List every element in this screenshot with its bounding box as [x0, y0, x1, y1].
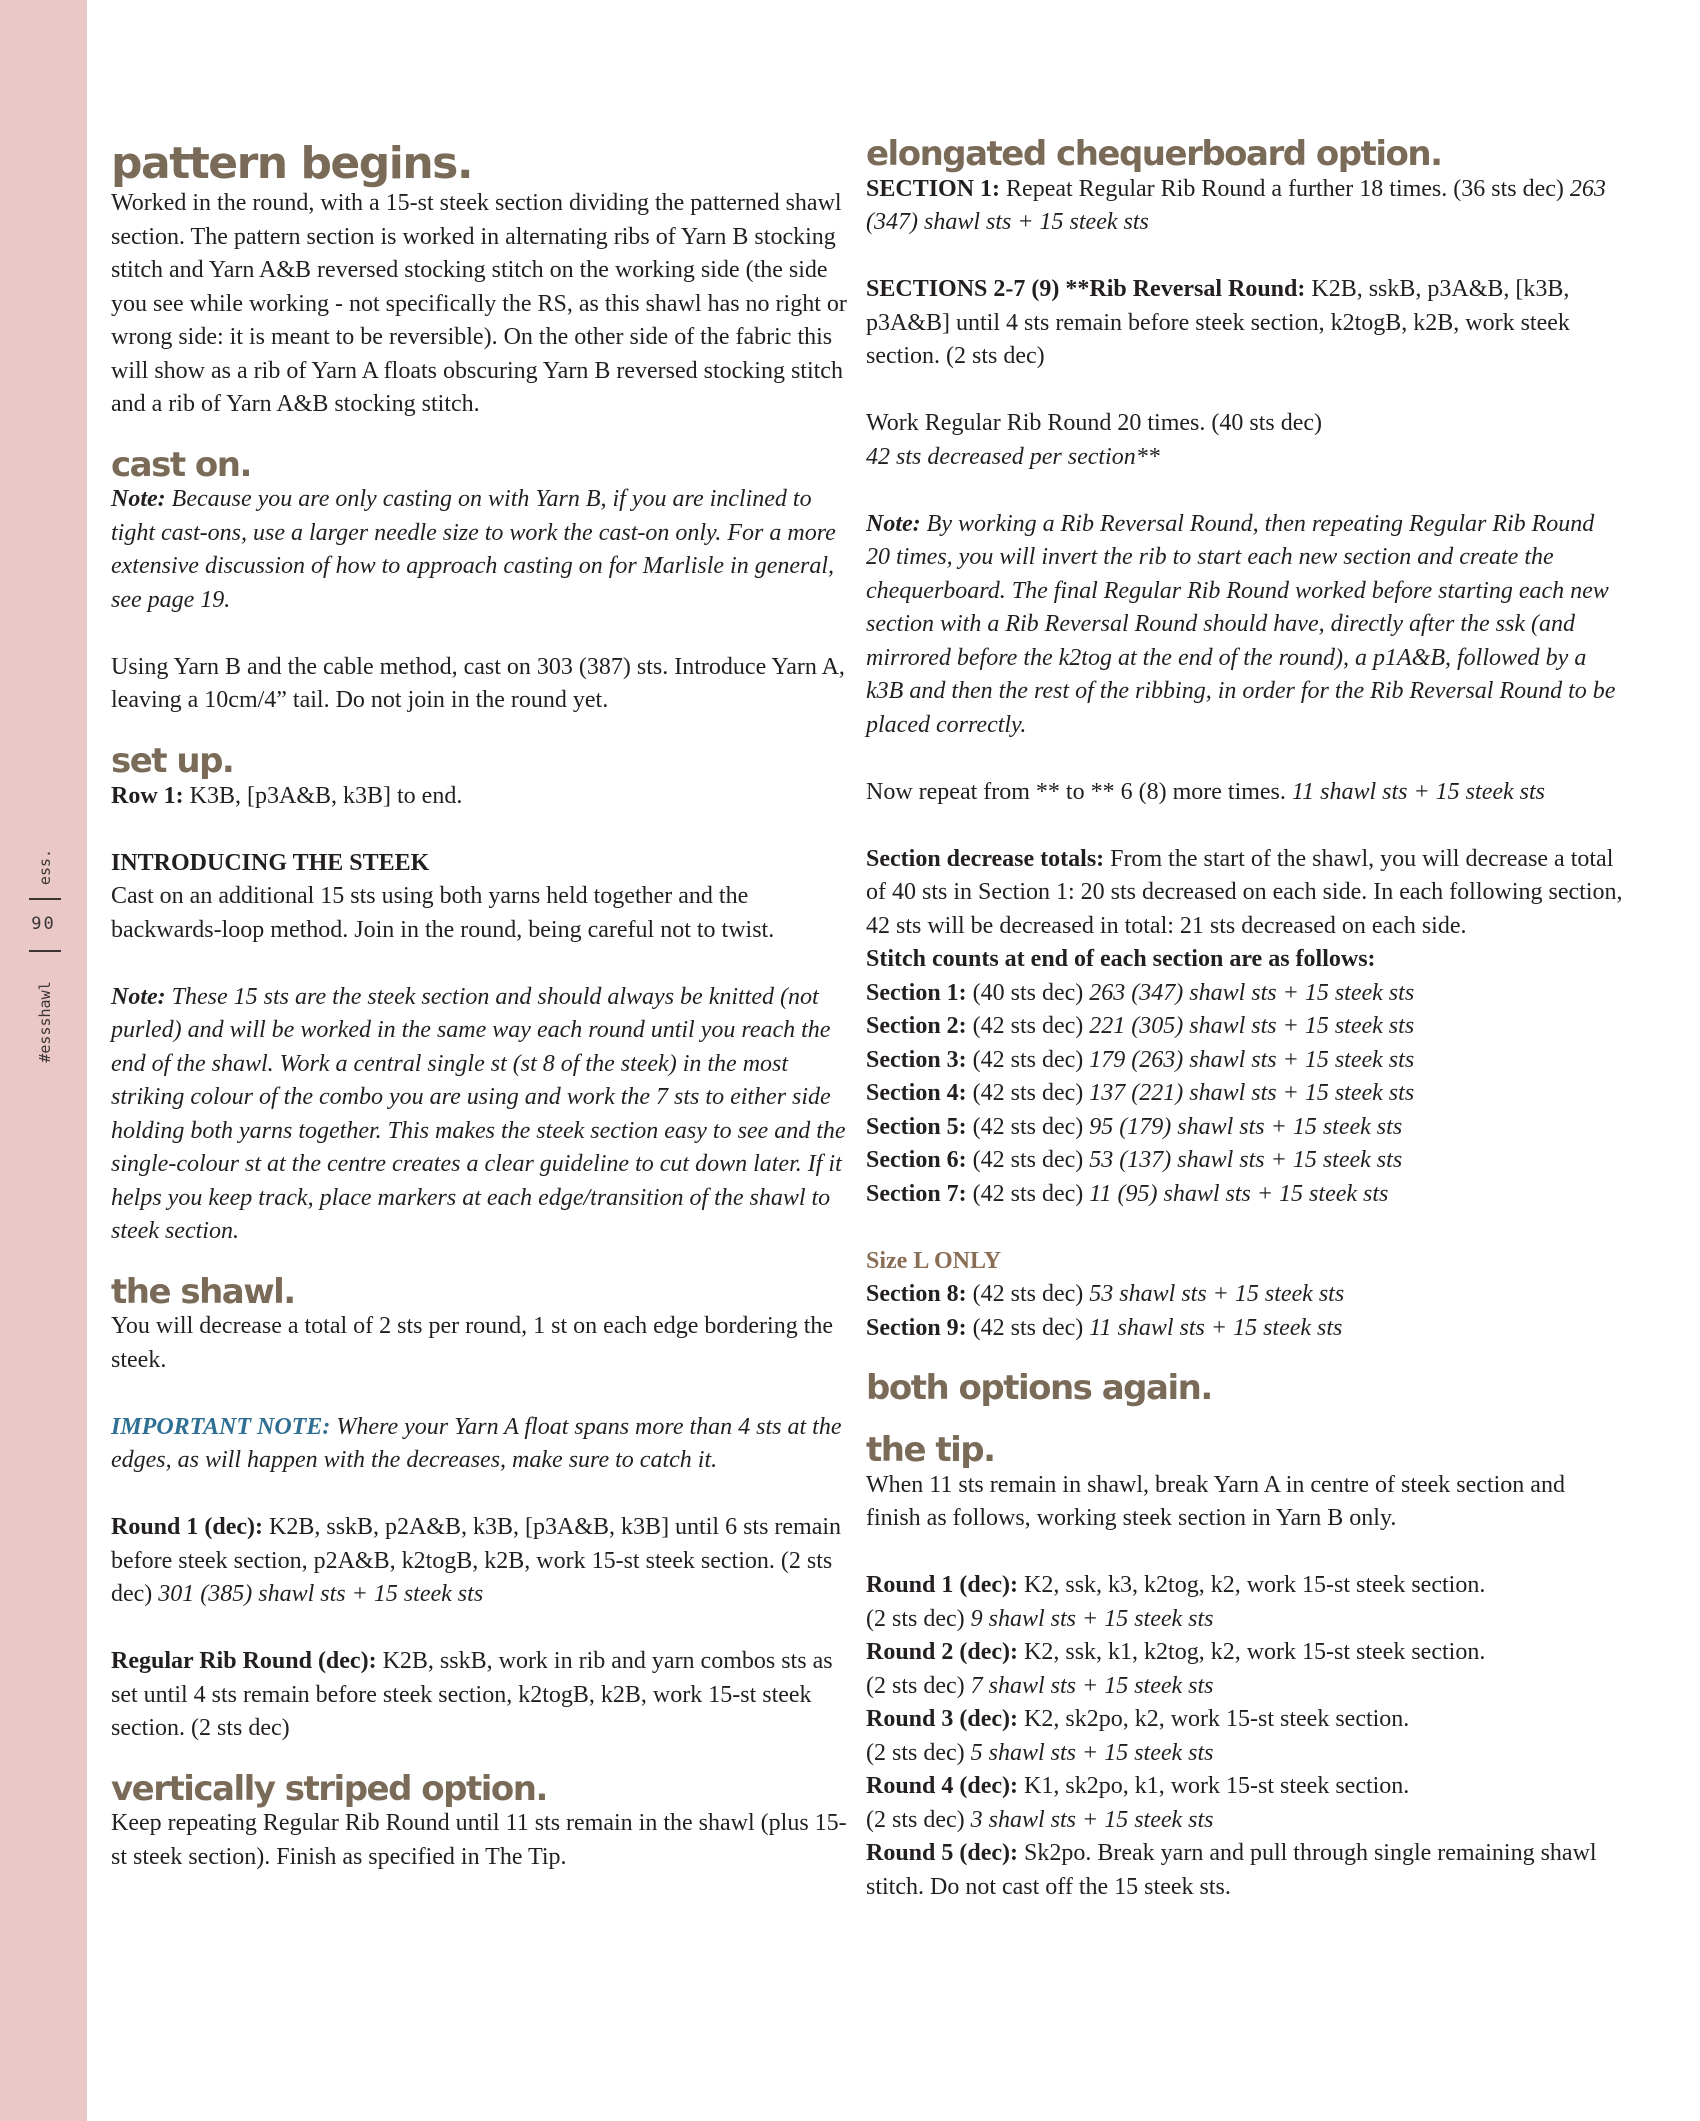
decrease-totals: Section decrease totals: From the start of the shawl, you will decrease a total of 40 sts in Section 1: 20 sts decreased on each side. In each following section, 42 sts will be decreased in total: 21 sts decreased on each side. [866, 845, 1623, 939]
important-note: IMPORTANT NOTE: Where your Yarn A float spans more than 4 sts at the edges, as will happen with the decreases, make sure to catch it. [111, 1413, 842, 1474]
left-column [111, 133, 859, 1874]
cast-on-text: Using Yarn B and the cable method, cast on 303 (387) sts. Introduce Yarn A, leaving a 10cm/4” tail. Do not join in the round yet. [111, 653, 845, 714]
vertical-option-text: Keep repeating Regular Rib Round until 11 sts remain in the shawl (plus 15-st steek section). Finish as specified in The Tip. [111, 1810, 847, 1870]
size-l-heading: Size L ONLY [866, 1247, 1002, 1274]
set-up-row1: Row 1: K3B, [p3A&B, k3B] to end. [111, 782, 463, 809]
section1-instruction: SECTION 1: Repeat Regular Rib Round a further 18 times. (36 sts dec) 263 (347) shawl sts + 15 steek sts [866, 175, 1606, 236]
section-count-row: Section 6: (42 sts dec) 53 (137) shawl sts + 15 steek sts [866, 1147, 1403, 1174]
page-number: 90 [31, 914, 56, 934]
the-tip-text: When 11 sts remain in shawl, break Yarn A in centre of steek section and finish as follows, working steek section in Yarn B only. [866, 1471, 1565, 1532]
decreased-per-section: 42 sts decreased per section** [866, 443, 1160, 470]
page-sidebar [0, 0, 87, 2121]
tip-round-5: Round 5 (dec): Sk2po. Break yarn and pull through single remaining shawl stitch. Do not cast off the 15 steek sts. [866, 1840, 1597, 1900]
tip-round: Round 2 (dec): K2, ssk, k1, k2tog, k2, work 15-st steek section. (2 sts dec) 7 shawl sts + 15 steek sts [866, 1639, 1486, 1699]
section-count-row: Section 7: (42 sts dec) 11 (95) shawl sts + 15 steek sts [866, 1180, 1389, 1207]
section-count-row: Section 1: (40 sts dec) 263 (347) shawl sts + 15 steek sts [866, 979, 1415, 1006]
section-count-row: Section 3: (42 sts dec) 179 (263) shawl sts + 15 steek sts [866, 1046, 1415, 1073]
section-count-row: Section 2: (42 sts dec) 221 (305) shawl sts + 15 steek sts [866, 1013, 1415, 1040]
steek-note: Note: These 15 sts are the steek section and should always be knitted (not purled) and will be worked in the same way each round until you reach the end of the shawl. Work a central single st (st 8 of the steek) in the most striking colour of the combo you are using and work the 7 sts to either side holding both yarns together. This makes the steek section easy to see and the single-colour st at the centre creates a clear guideline to cut down later. If it helps you keep track, place markers at each edge/transition of the shawl to steek section. [111, 983, 846, 1245]
the-shawl-heading: the shawl. [111, 1271, 295, 1312]
repeat-instruction: Now repeat from ** to ** 6 (8) more times. 11 shawl sts + 15 steek sts [866, 778, 1545, 805]
steek-heading: INTRODUCING THE STEEK [111, 849, 430, 876]
regular-rib-round: Regular Rib Round (dec): K2B, sskB, work in rib and yarn combos sts as set until 4 sts remain before steek section, k2togB, k2B, work 15-st steek section. (2 sts dec) [111, 1648, 833, 1742]
pattern-begins-heading: pattern begins. [111, 138, 473, 189]
steek-text: Cast on an additional 15 sts using both yarns held together and the backwards-loop method. Join in the round, being careful not to twist. [111, 883, 775, 943]
the-tip-heading: the tip. [866, 1429, 995, 1470]
round1-instruction: Round 1 (dec): K2B, sskB, p2A&B, k3B, [p3A&B, k3B] until 6 sts remain before steek section, p2A&B, k2togB, k2B, work 15-st steek section. (2 sts dec) 301 (385) shawl sts + 15 steek sts [111, 1514, 842, 1608]
sidebar-hashtag: #essshawl [36, 981, 54, 1063]
both-options-heading: both options again. [866, 1368, 1212, 1409]
section-count-row: Section 8: (42 sts dec) 53 shawl sts + 15 steek sts [866, 1281, 1345, 1308]
pattern-begins-text: Worked in the round, with a 15-st steek section dividing the patterned shawl section. The pattern section is worked in alternating ribs of Yarn B stocking stitch and Yarn A&B reversed stocking stitch on the working side (the side you see while working - not specifically the RS, as this shawl has no right or wrong side: it is meant to be reversible). On the other side of the fabric this will show as a rib of Yarn A floats obscuring Yarn B reversed stocking stitch and a rib of Yarn A&B stocking stitch. [111, 190, 847, 418]
tip-round: Round 3 (dec): K2, sk2po, k2, work 15-st steek section. (2 sts dec) 5 shawl sts + 15 steek sts [866, 1706, 1410, 1766]
sections-2-7-instruction: SECTIONS 2-7 (9) **Rib Reversal Round: K2B, sskB, p3A&B, [k3B, p3A&B] until 4 sts remain before steek section, k2togB, k2B, work steek section. (2 sts dec) [866, 276, 1570, 370]
chequerboard-heading: elongated chequerboard option. [866, 134, 1442, 174]
sidebar-divider-top [29, 898, 61, 900]
section-count-row: Section 9: (42 sts dec) 11 shawl sts + 15 steek sts [866, 1314, 1343, 1341]
section-count-row: Section 4: (42 sts dec) 137 (221) shawl sts + 15 steek sts [866, 1080, 1415, 1107]
chequerboard-note: Note: By working a Rib Reversal Round, then repeating Regular Rib Round 20 times, you will invert the rib to start each new section and create the chequerboard. The final Regular Rib Round worked before starting each new section with a Rib Reversal Round should have, directly after the ssk (and mirrored before the k2tog at the end of the round), a p1A&B, followed by a k3B and then the rest of the ribbing, in order for the Rib Reversal Round to be placed correctly. [866, 510, 1616, 738]
section-count-row: Section 5: (42 sts dec) 95 (179) shawl sts + 15 steek sts [866, 1113, 1403, 1140]
the-shawl-text: You will decrease a total of 2 sts per round, 1 st on each edge bordering the steek. [111, 1313, 834, 1373]
work-regular-rib: Work Regular Rib Round 20 times. (40 sts dec) [866, 410, 1323, 437]
cast-on-note: Note: Because you are only casting on with Yarn B, if you are inclined to tight cast-ons, use a larger needle size to work the cast-on only. For a more extensive discussion of how to approach casting on for Marlisle in general, see page 19. [111, 486, 836, 613]
set-up-heading: set up. [111, 740, 234, 781]
sidebar-divider-bottom [29, 950, 61, 952]
vertical-option-heading: vertically striped option. [111, 1768, 547, 1809]
tip-round: Round 1 (dec): K2, ssk, k3, k2tog, k2, work 15-st steek section. (2 sts dec) 9 shawl sts + 15 steek sts [866, 1572, 1486, 1632]
cast-on-heading: cast on. [111, 444, 251, 485]
tip-round: Round 4 (dec): K1, sk2po, k1, work 15-st steek section. (2 sts dec) 3 shawl sts + 15 steek sts [866, 1773, 1410, 1833]
sidebar-label-top: ess. [36, 848, 54, 886]
stitch-counts-heading: Stitch counts at end of each section are as follows: [866, 946, 1376, 973]
right-column [866, 133, 1624, 1904]
